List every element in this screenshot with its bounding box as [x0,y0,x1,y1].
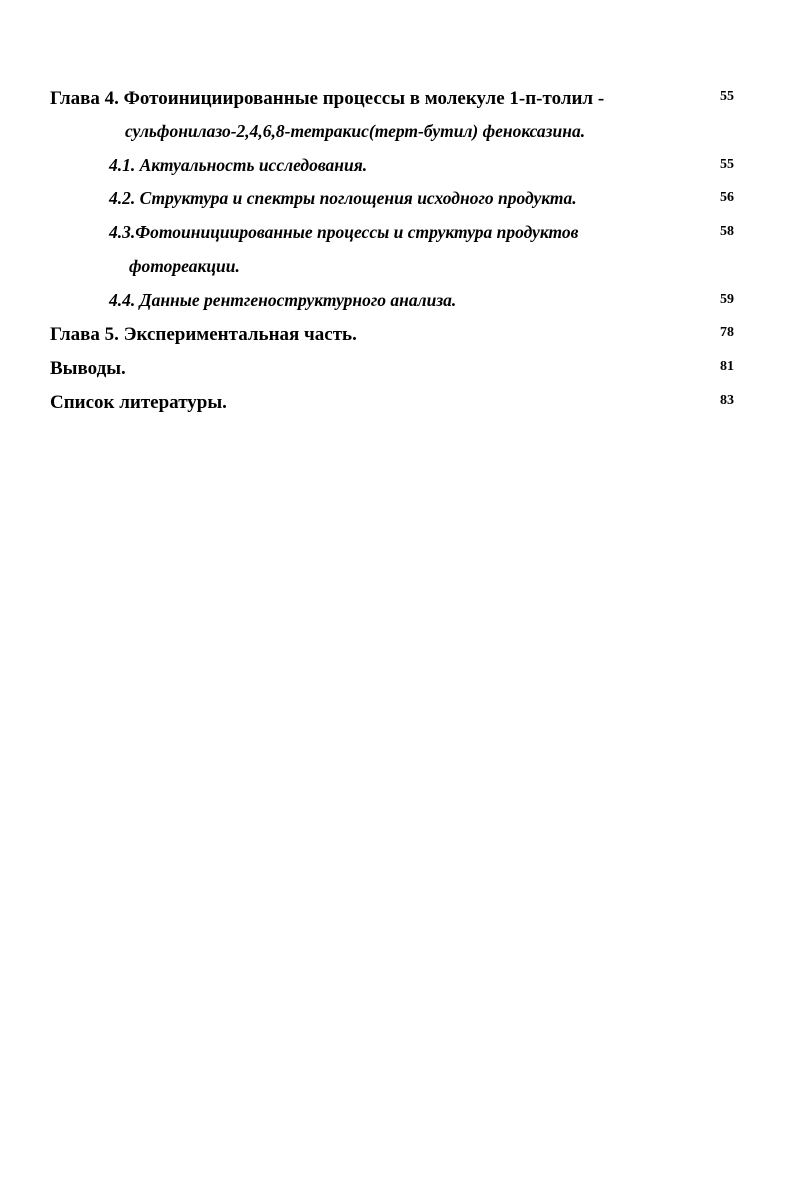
toc-chapter-5-title: Глава 5. Экспериментальная часть. [50,324,357,345]
toc-section-4-1-title: 4.1. Актуальность исследования. [109,155,368,175]
toc-conclusions-title: Выводы. [50,358,126,379]
toc-section-4-2-title: 4.2. Структура и спектры поглощения исходного продукта. [109,188,577,208]
toc-section-4-1-page: 55 [720,157,734,172]
toc-section-4-3-title-line2: фотореакции. [129,256,240,276]
toc-references-title: Список литературы. [50,392,227,413]
toc-chapter-4-title-line1: Глава 4. Фотоинициированные процессы в молекуле 1-п-толил - [50,88,605,109]
toc-chapter-4-page: 55 [720,89,734,104]
toc-references-page: 83 [720,393,734,408]
toc-section-4-4-title: 4.4. Данные рентгеноструктурного анализа. [109,290,457,310]
toc-conclusions-page: 81 [720,359,734,374]
toc-chapter-4-title-line2: сульфонилазо-2,4,6,8-тетракис(терт-бутил) феноксазина. [125,121,586,141]
toc-chapter-5-page: 78 [720,325,734,340]
toc-section-4-2-page: 56 [720,190,734,205]
toc-section-4-3-title-line1: 4.3.Фотоинициированные процессы и структура продуктов [109,222,579,242]
toc-section-4-4-page: 59 [720,292,734,307]
toc-section-4-3-page: 58 [720,224,734,239]
